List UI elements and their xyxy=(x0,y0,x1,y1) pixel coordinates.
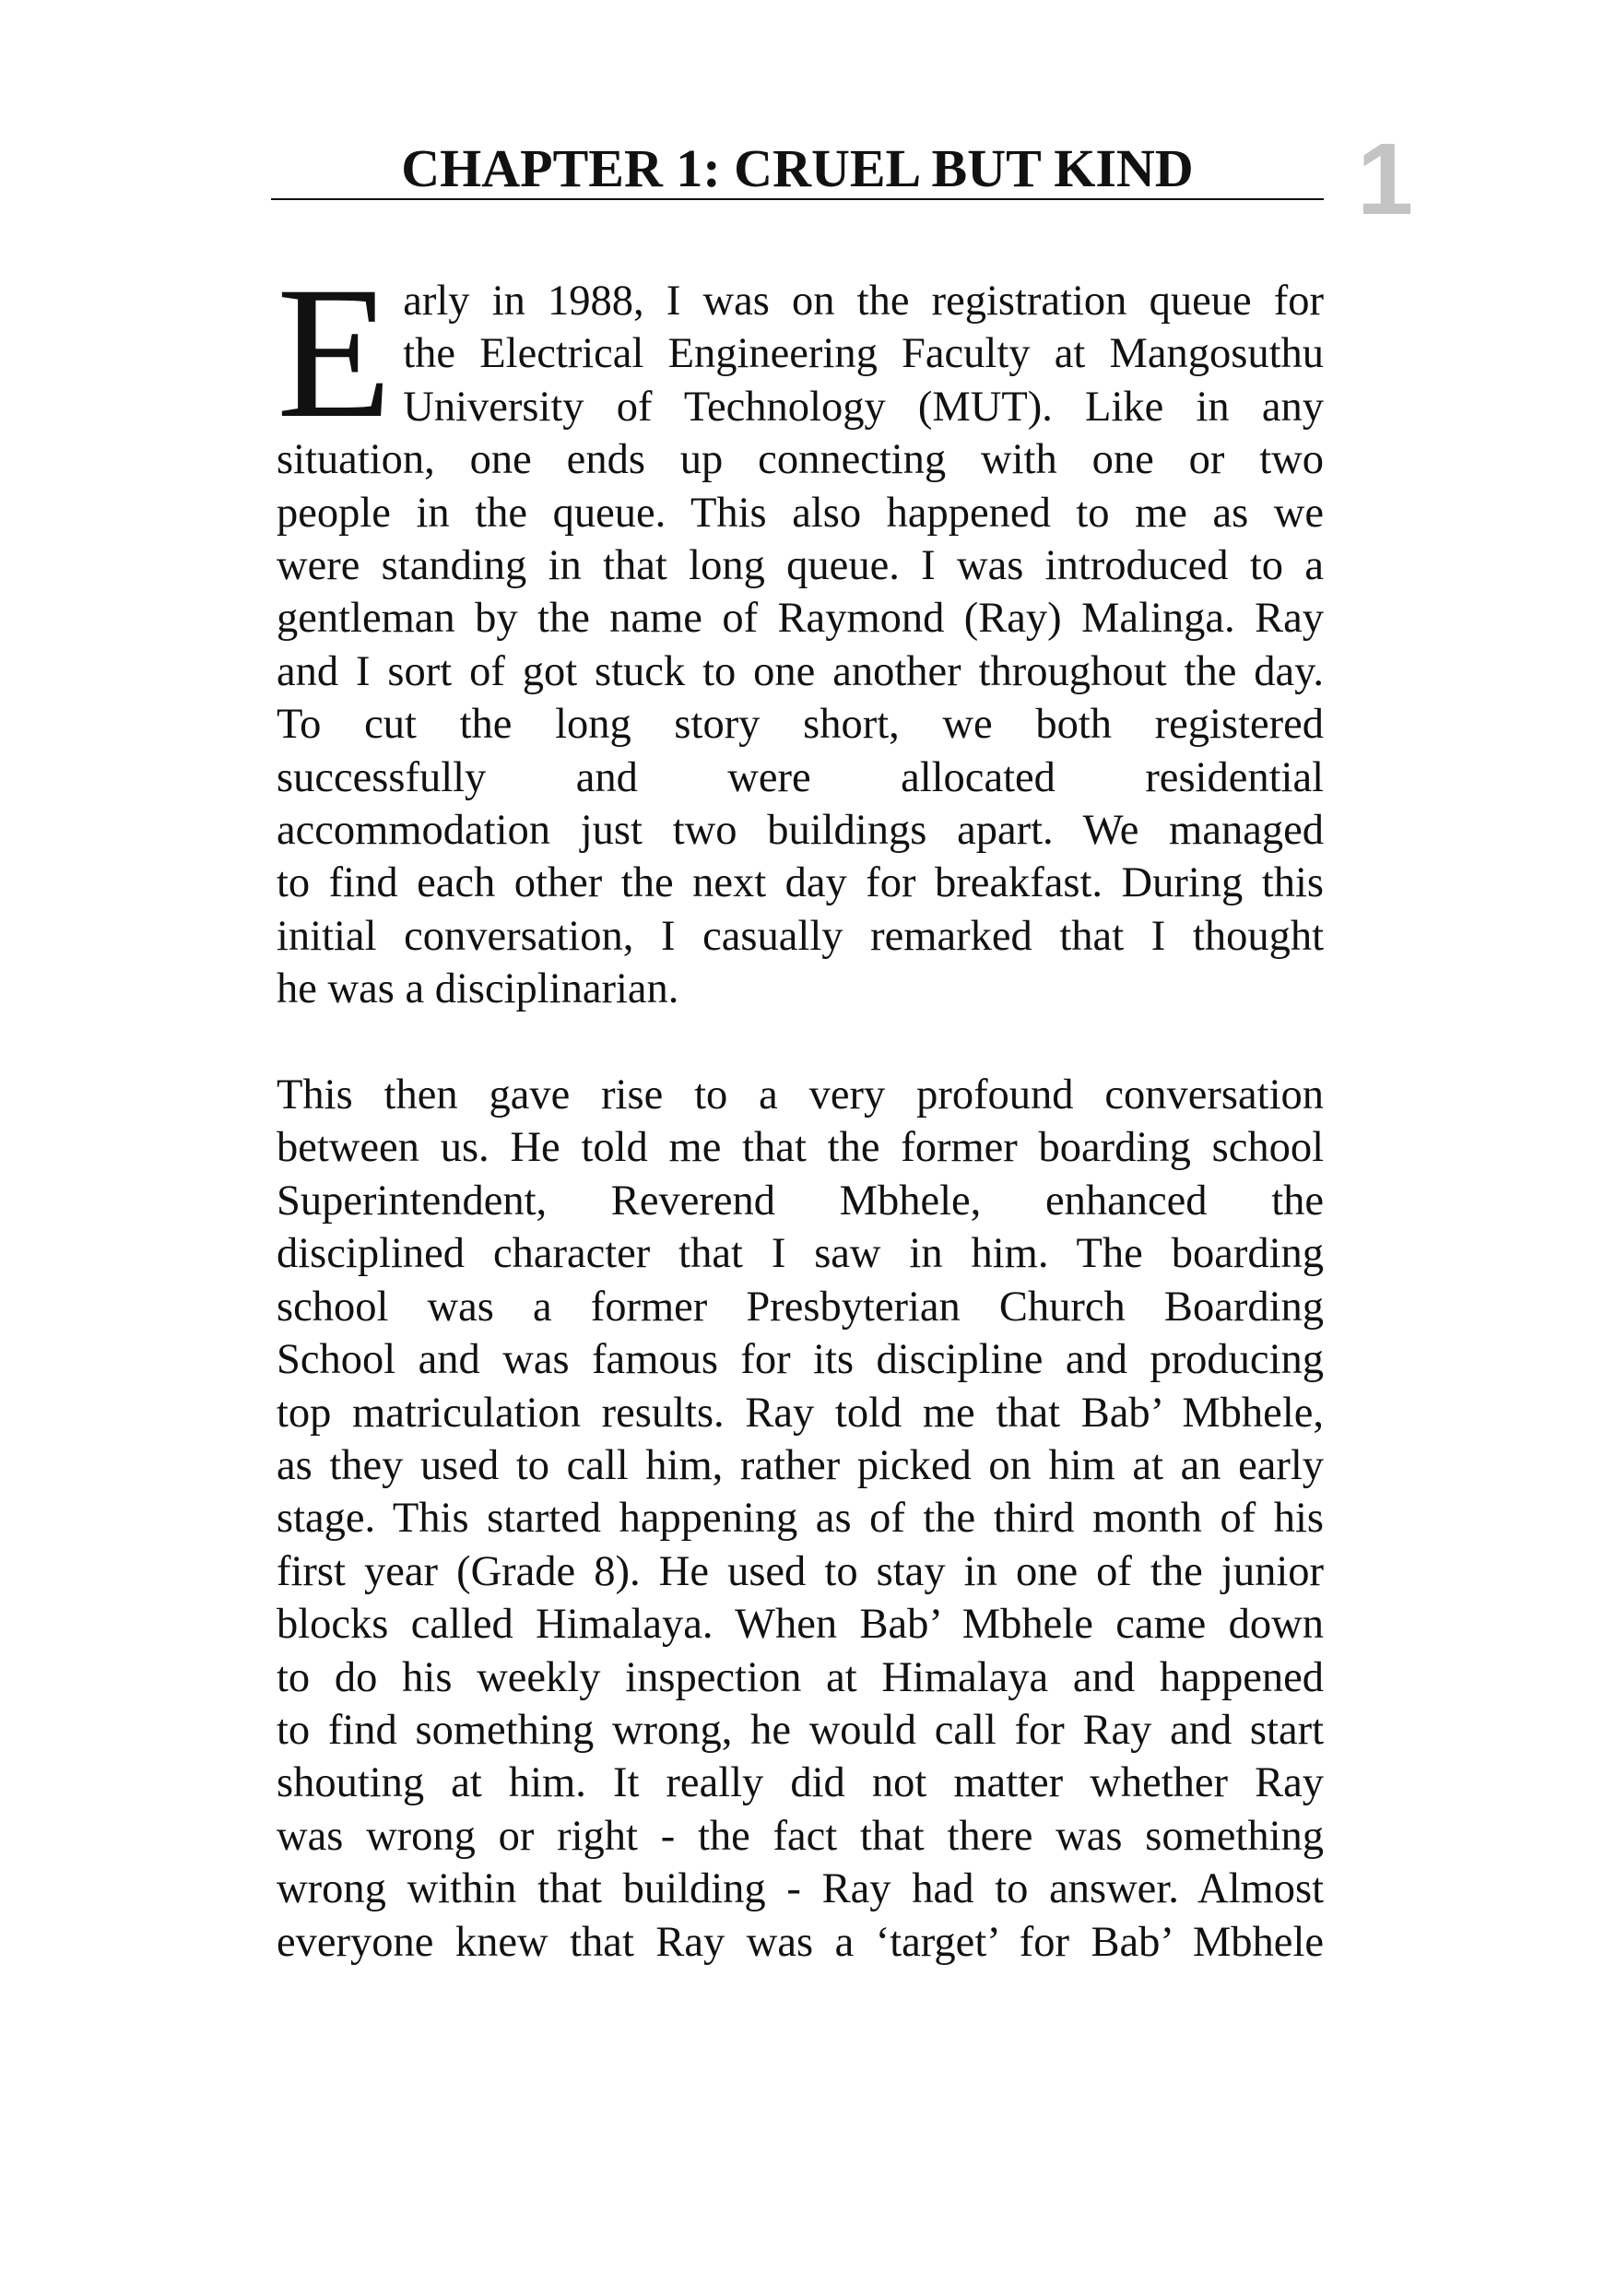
paragraph-2-line: school was a former Presbyterian Church Boarding xyxy=(277,1283,1324,1331)
paragraph-2-line: blocks called Himalaya. When Bab’ Mbhele came down xyxy=(277,1601,1324,1649)
paragraph-2-line: top matriculation results. Ray told me that Bab’ Mbhele, xyxy=(277,1389,1324,1437)
paragraph-1-line: initial conversation, I casually remarked that I thought xyxy=(277,912,1324,960)
paragraph-2-line: stage. This started happening as of the third month of his xyxy=(277,1495,1324,1543)
paragraph-1-line: To cut the long story short, we both registered xyxy=(277,701,1324,749)
title-divider xyxy=(271,198,1324,200)
page-number: 1 xyxy=(1357,123,1414,236)
paragraph-1-line: the Electrical Engineering Faculty at Mangosuthu xyxy=(403,330,1324,378)
paragraph-2-line: first year (Grade 8). He used to stay in one of the junior xyxy=(277,1547,1324,1595)
paragraph-2-line: Superintendent, Reverend Mbhele, enhanced the xyxy=(277,1177,1324,1225)
drop-cap-letter: E xyxy=(277,248,393,457)
paragraph-1-line: were standing in that long queue. I was introduced to a xyxy=(277,542,1324,590)
paragraph-2-line: everyone knew that Ray was a ‘target’ for Bab’ Mbhele xyxy=(277,1918,1324,1966)
paragraph-1-line: gentleman by the name of Raymond (Ray) Malinga. Ray xyxy=(277,595,1324,643)
paragraph-2-line: was wrong or right - the fact that there was something xyxy=(277,1812,1324,1860)
paragraph-1-line: successfully and were allocated residential xyxy=(277,753,1324,801)
paragraph-1-line: to find each other the next day for breakfast. During this xyxy=(277,859,1324,907)
chapter-title: CHAPTER 1: CRUEL BUT KIND xyxy=(401,138,1194,198)
paragraph-2-line: wrong within that building - Ray had to answer. Almost xyxy=(277,1865,1324,1913)
paragraph-2-line: to find something wrong, he would call for Ray and start xyxy=(277,1706,1324,1754)
paragraph-1-line: people in the queue. This also happened to me as we xyxy=(277,489,1324,537)
paragraph-1-line: accommodation just two buildings apart. We managed xyxy=(277,807,1324,855)
paragraph-2-line: to do his weekly inspection at Himalaya and happened xyxy=(277,1653,1324,1701)
paragraph-2-line: between us. He told me that the former boarding school xyxy=(277,1124,1324,1172)
paragraph-1-line: he was a disciplinarian. xyxy=(277,965,679,1013)
paragraph-spacer xyxy=(277,1016,1324,1069)
paragraph-2-line: shouting at him. It really did not matter whether Ray xyxy=(277,1759,1324,1807)
paragraph-1-line: and I sort of got stuck to one another throughout the day. xyxy=(277,647,1324,695)
paragraph-2-line: as they used to call him, rather picked on him at an early xyxy=(277,1441,1324,1489)
paragraph-1-line: University of Technology (MUT). Like in any xyxy=(403,383,1324,431)
paragraph-1-line: arly in 1988, I was on the registration queue for xyxy=(403,278,1324,325)
paragraph-2-line: disciplined character that I saw in him. The boarding xyxy=(277,1230,1324,1278)
paragraph-2-line: School and was famous for its discipline and producing xyxy=(277,1336,1324,1384)
paragraph-1-line: situation, one ends up connecting with one or two xyxy=(277,436,1324,484)
chapter-body xyxy=(277,248,1324,1969)
paragraph-2-line: This then gave rise to a very profound conversation xyxy=(277,1071,1324,1119)
